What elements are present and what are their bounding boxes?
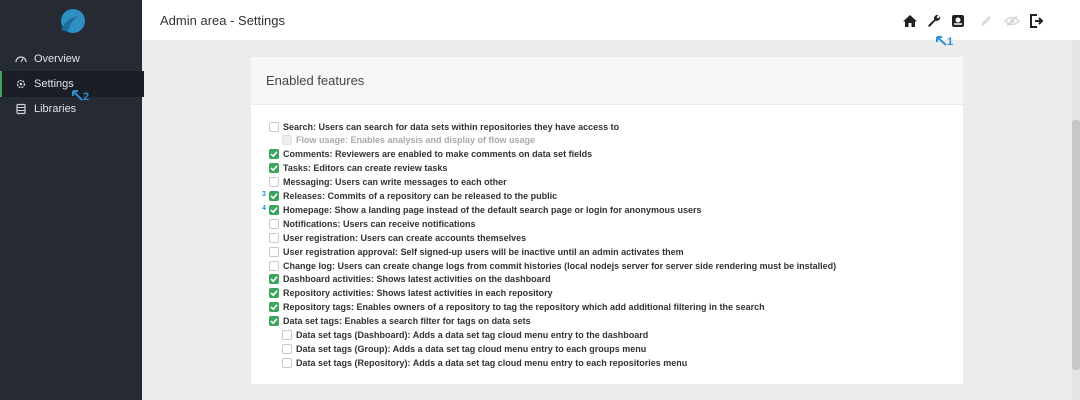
inbox-icon[interactable] <box>950 13 966 29</box>
home-icon[interactable] <box>902 13 918 29</box>
logo-icon <box>56 8 86 34</box>
feature-row[interactable] <box>269 259 836 272</box>
feature-label: Data set tags (Repository): Adds a data set tag cloud menu entry to each repositories menu <box>296 357 688 368</box>
feature-row[interactable] <box>269 315 531 328</box>
feature-checkbox[interactable] <box>282 344 292 354</box>
annotation-marker-3: 3 <box>262 191 266 198</box>
feature-label: Repository tags: Enables owners of a repository to tag the repository which add additional filtering in the search <box>283 302 765 313</box>
feature-row[interactable] <box>269 148 592 161</box>
sidebar <box>0 0 142 400</box>
feature-row[interactable] <box>269 162 447 175</box>
eye-off-icon[interactable] <box>1004 13 1020 29</box>
feature-checkbox[interactable] <box>269 177 279 187</box>
gear-icon <box>14 77 28 91</box>
feature-label: Data set tags (Group): Adds a data set tag cloud menu entry to each groups menu <box>296 343 647 354</box>
feature-row[interactable] <box>269 273 551 286</box>
feature-label: Data set tags: Enables a search filter for tags on data sets <box>283 316 531 327</box>
check-icon <box>270 317 278 325</box>
feature-label: User registration: Users can create accounts themselves <box>283 232 527 243</box>
feature-checkbox[interactable] <box>269 247 279 257</box>
feature-label: User registration approval: Self signed-up users will be inactive until an admin activates them <box>283 246 684 257</box>
feature-row[interactable] <box>269 301 765 314</box>
check-icon <box>270 150 278 158</box>
sidebar-item-label: Settings <box>34 78 74 90</box>
feature-label: Data set tags (Dashboard): Adds a data set tag cloud menu entry to the dashboard <box>296 330 649 340</box>
feature-checkbox[interactable] <box>269 163 279 173</box>
feature-label: Search: Users can search for data sets within repositories they have access to <box>283 121 620 132</box>
logout-icon[interactable] <box>1028 13 1044 29</box>
check-icon <box>270 192 278 200</box>
feature-row[interactable] <box>282 134 535 147</box>
feature-label: Comments: Reviewers are enabled to make comments on data set fields <box>283 149 593 160</box>
check-icon <box>270 275 278 283</box>
annotation-marker-1: 1 <box>947 36 954 48</box>
feature-row[interactable] <box>269 217 476 230</box>
feature-checkbox[interactable] <box>282 330 292 340</box>
feature-label: Notifications: Users can receive notifications <box>283 218 476 229</box>
check-icon <box>270 164 278 172</box>
feature-row[interactable] <box>269 176 507 189</box>
feature-label: Dashboard activities: Shows latest activities on the dashboard <box>283 274 551 285</box>
feature-row[interactable] <box>269 203 702 216</box>
feature-row[interactable] <box>282 356 687 369</box>
check-icon <box>270 289 278 297</box>
scrollbar-thumb[interactable] <box>1072 120 1080 370</box>
feature-checkbox[interactable] <box>269 261 279 271</box>
sidebar-item-label: Overview <box>34 53 80 65</box>
feature-checkbox[interactable] <box>269 219 279 229</box>
features-panel <box>251 57 963 384</box>
logo[interactable] <box>56 8 86 34</box>
check-icon <box>270 206 278 214</box>
feature-label: Messaging: Users can write messages to each other <box>283 177 507 188</box>
page-title: Admin area - Settings <box>160 13 286 28</box>
annotation-marker-4: 4 <box>262 205 266 212</box>
annotation-arrow-1 <box>934 33 948 51</box>
feature-label: Tasks: Editors can create review tasks <box>283 163 448 174</box>
feature-checkbox[interactable] <box>269 316 279 326</box>
dashboard-icon <box>14 52 28 66</box>
feature-checkbox <box>282 135 292 145</box>
feature-row[interactable] <box>269 190 557 203</box>
sidebar-item-label: Libraries <box>34 103 77 115</box>
feature-checkbox[interactable] <box>269 205 279 215</box>
feature-row[interactable] <box>269 231 526 244</box>
pencil-icon[interactable] <box>978 13 994 29</box>
scrollbar[interactable] <box>1072 40 1080 400</box>
header <box>142 0 1080 48</box>
feature-checkbox[interactable] <box>269 191 279 201</box>
feature-row[interactable] <box>282 342 646 355</box>
database-icon <box>14 102 28 116</box>
check-icon <box>270 303 278 311</box>
feature-checkbox[interactable] <box>269 302 279 312</box>
feature-checkbox[interactable] <box>269 233 279 243</box>
feature-row[interactable] <box>269 245 684 258</box>
feature-row[interactable] <box>269 120 619 133</box>
feature-label: Releases: Commits of a repository can be released to the public <box>283 191 558 201</box>
wrench-icon[interactable] <box>926 13 942 29</box>
feature-checkbox[interactable] <box>269 274 279 284</box>
feature-label: Flow usage: Enables analysis and display of flow usage <box>296 135 536 146</box>
panel-header <box>251 57 963 105</box>
feature-checkbox[interactable] <box>269 149 279 159</box>
panel-title: Enabled features <box>266 73 365 88</box>
feature-label: Homepage: Show a landing page instead of the default search page or login for anonymous users <box>283 204 702 215</box>
annotation-arrow-2 <box>70 88 84 107</box>
feature-row[interactable] <box>282 329 648 342</box>
feature-label: Change log: Users can create change logs from commit histories (local nodejs server for server side rendering must be installed) <box>283 260 837 271</box>
feature-checkbox[interactable] <box>282 358 292 368</box>
feature-checkbox[interactable] <box>269 122 279 132</box>
feature-label: Repository activities: Shows latest activities in each repository <box>283 288 553 299</box>
annotation-marker-2: 2 <box>83 91 90 103</box>
feature-checkbox[interactable] <box>269 288 279 298</box>
feature-row[interactable] <box>269 287 553 300</box>
sidebar-item-overview[interactable] <box>0 46 142 72</box>
